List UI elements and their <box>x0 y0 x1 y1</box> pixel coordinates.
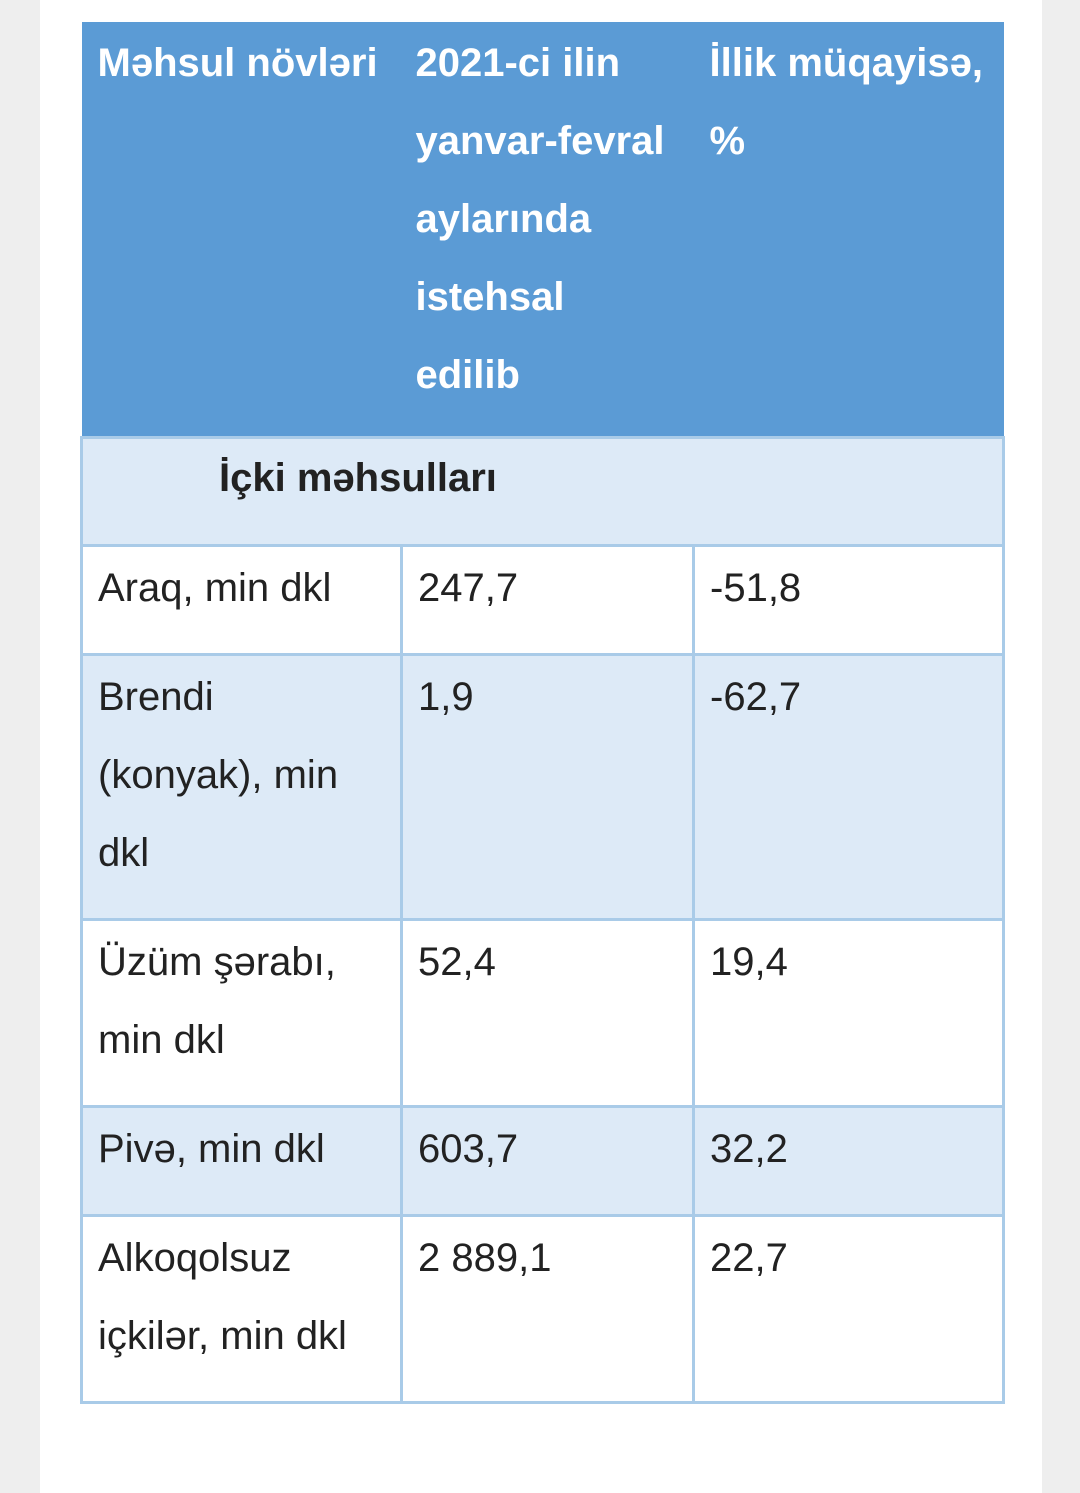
table-row <box>82 546 1004 655</box>
header-annual-comparison: İllik müqayisə, % <box>694 22 1004 438</box>
table-row <box>82 1107 1004 1216</box>
cell-change: 19,4 <box>694 920 1004 1107</box>
cell-produced: 1,9 <box>402 655 694 920</box>
cell-change: -51,8 <box>694 546 1004 655</box>
cell-product: Brendi (konyak), min dkl <box>82 655 402 920</box>
table-header-row <box>82 22 1004 438</box>
cell-produced: 52,4 <box>402 920 694 1107</box>
cell-produced: 603,7 <box>402 1107 694 1216</box>
cell-product: Üzüm şərabı, min dkl <box>82 920 402 1107</box>
cell-product: Araq, min dkl <box>82 546 402 655</box>
header-produced: 2021-ci ilin yanvar-fevral aylarında istehsal edilib <box>402 22 694 438</box>
table-row <box>82 655 1004 920</box>
cell-change: 22,7 <box>694 1216 1004 1403</box>
section-row <box>82 438 1004 546</box>
header-product-types: Məhsul növləri <box>82 22 402 438</box>
cell-product: Alkoqolsuz içkilər, min dkl <box>82 1216 402 1403</box>
article-page <box>40 0 1042 1493</box>
cell-product: Pivə, min dkl <box>82 1107 402 1216</box>
cell-produced: 247,7 <box>402 546 694 655</box>
table-row <box>82 920 1004 1107</box>
production-table <box>80 22 1005 1404</box>
cell-produced: 2 889,1 <box>402 1216 694 1403</box>
section-title: İçki məhsulları <box>82 438 1004 546</box>
cell-change: -62,7 <box>694 655 1004 920</box>
cell-change: 32,2 <box>694 1107 1004 1216</box>
table-row <box>82 1216 1004 1403</box>
